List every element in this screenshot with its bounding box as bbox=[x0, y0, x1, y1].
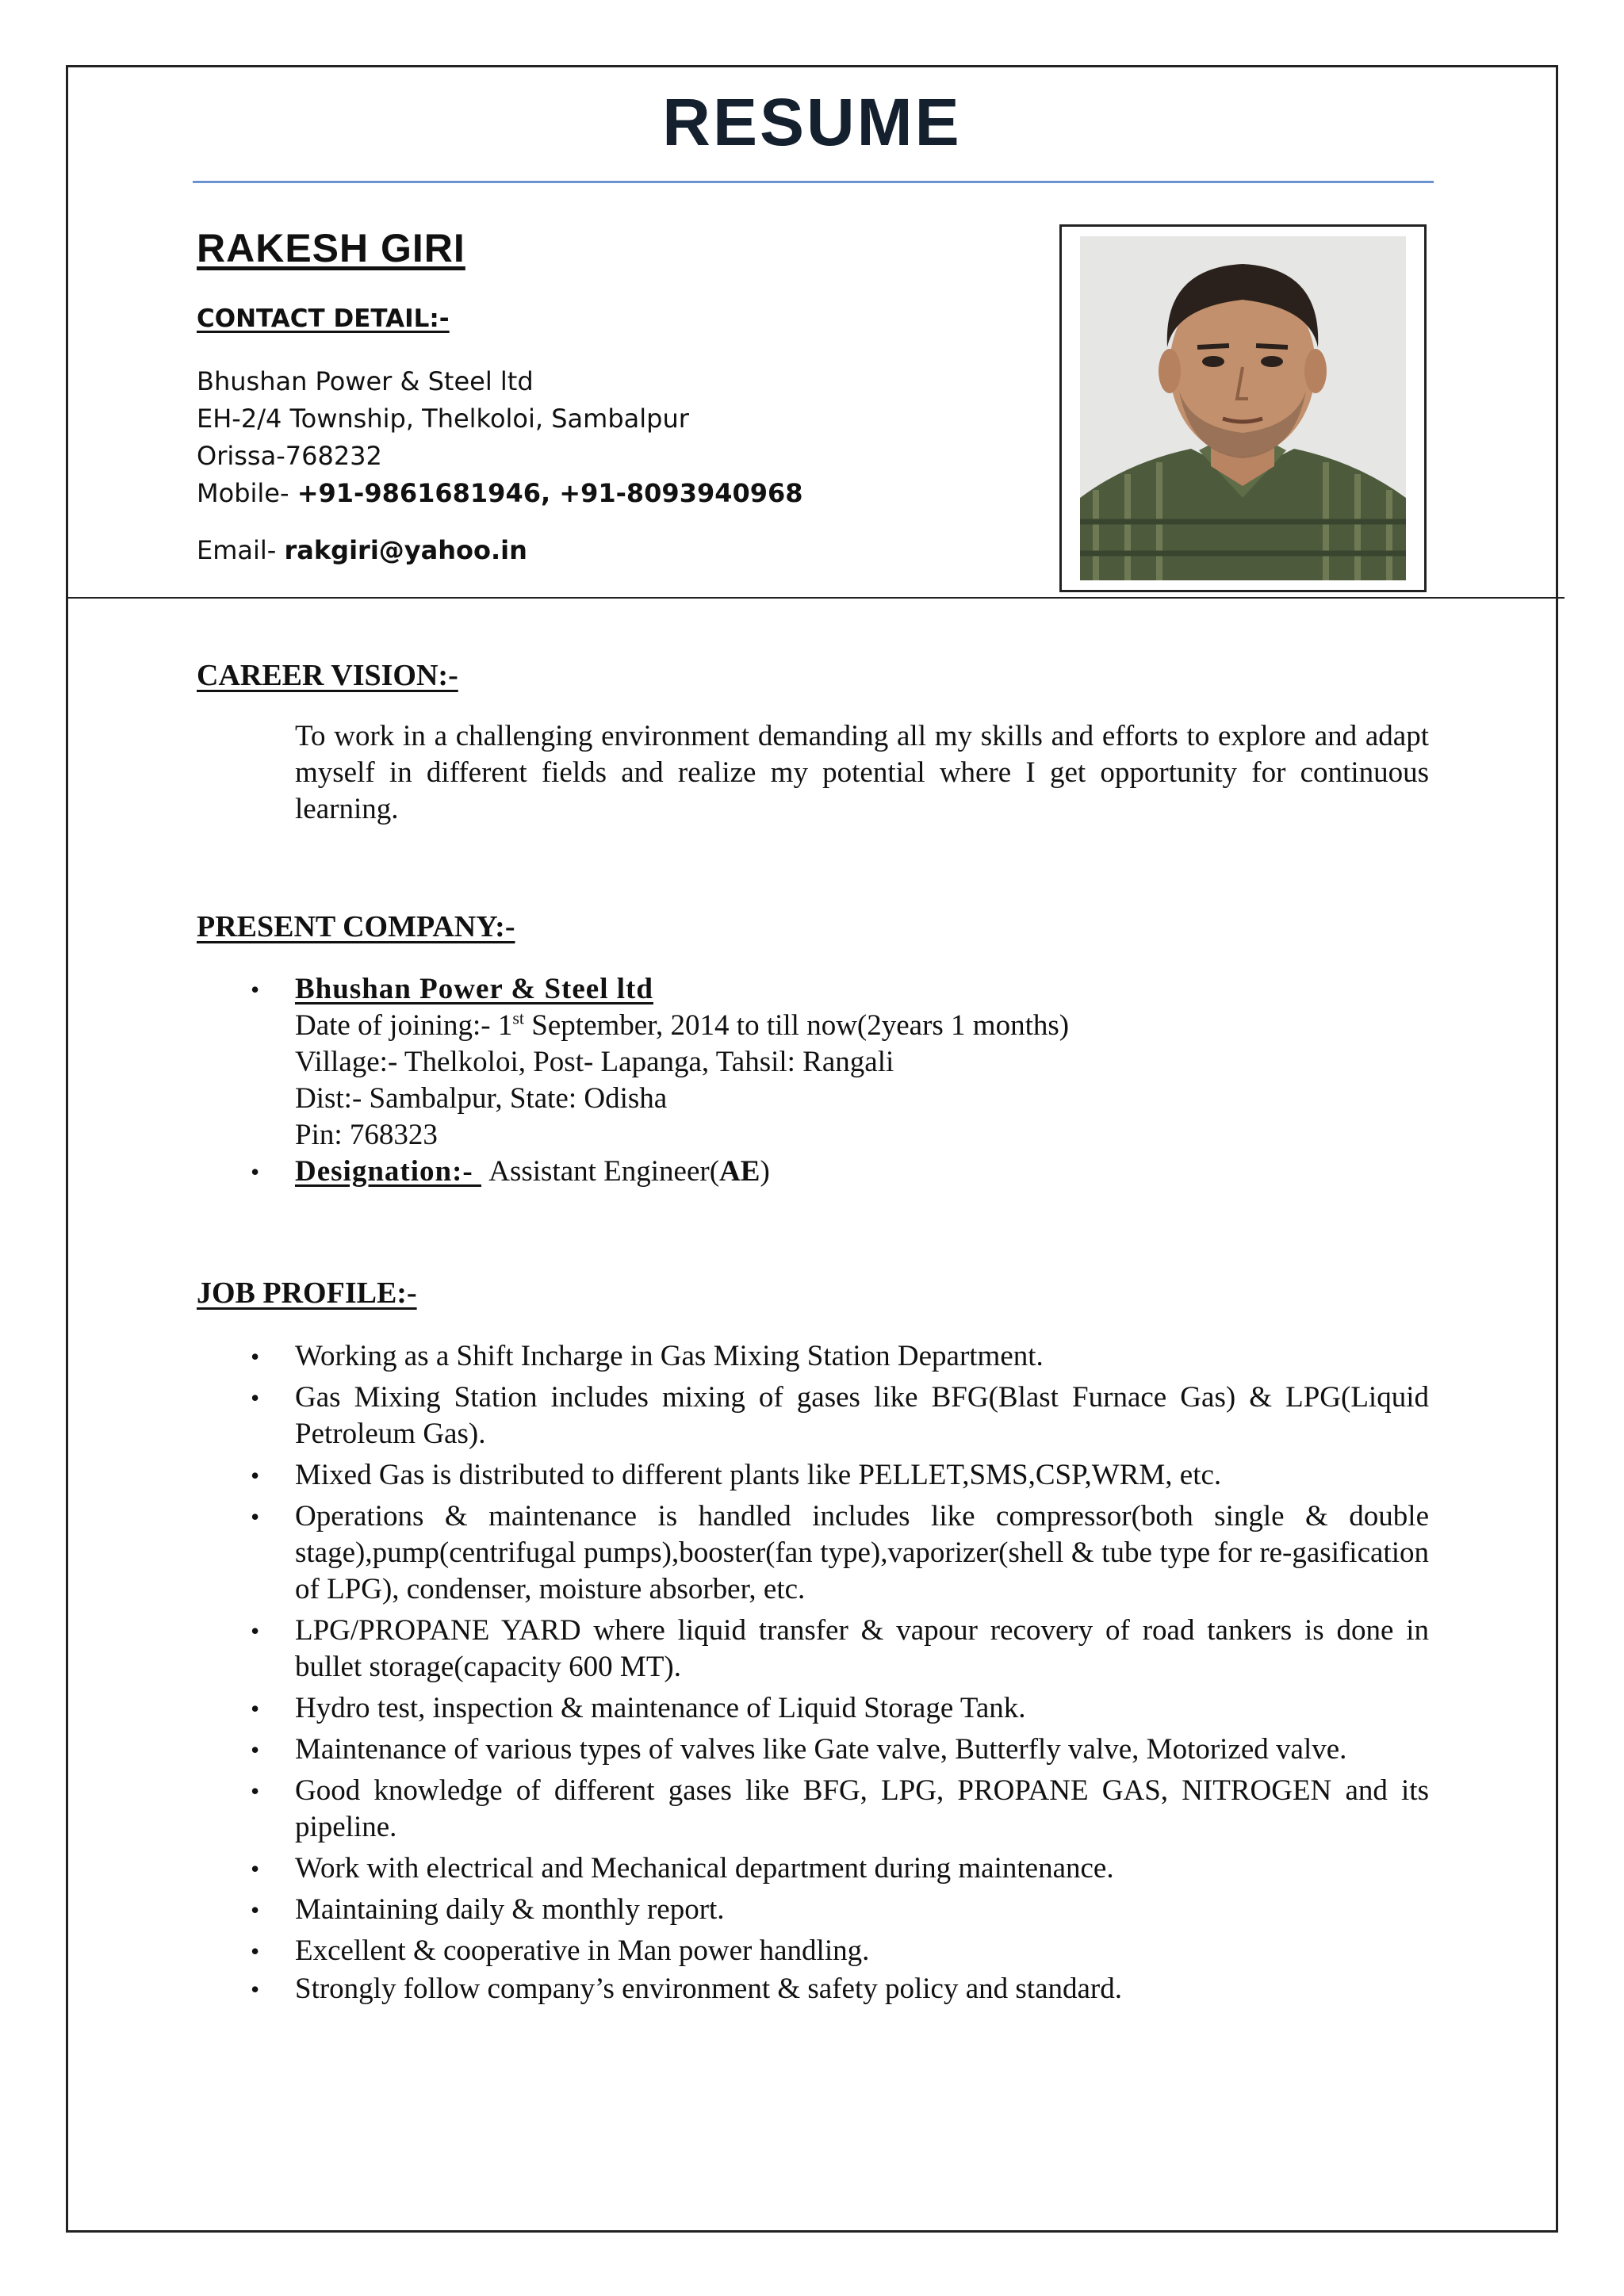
job-item-text: Hydro test, inspection & maintenance of Liquid Storage Tank. bbox=[295, 1692, 1026, 1724]
designation-label: Designation:- bbox=[295, 1155, 481, 1188]
joining-prefix: Date of joining:- 1 bbox=[295, 1009, 513, 1042]
bullet-icon: • bbox=[251, 1158, 260, 1186]
job-item bbox=[251, 1380, 1429, 1452]
designation-value: Assistant Engineer( bbox=[488, 1155, 720, 1188]
contact-line: Orissa-768232 bbox=[197, 441, 382, 471]
bullet-icon: • bbox=[251, 1461, 260, 1490]
title-underline bbox=[193, 181, 1434, 183]
company-name: Bhushan Power & Steel ltd bbox=[295, 973, 653, 1005]
job-item bbox=[251, 1338, 1429, 1375]
bullet-icon: • bbox=[251, 1777, 260, 1805]
profile-photo bbox=[1080, 236, 1406, 580]
job-item-text: Operations & maintenance is handled includes like compressor(both single & double stage),pump(centrifugal pumps),booster(fan type),vaporizer(shell & tube type for re-gasification of LPG), condenser, moisture absorber, etc. bbox=[295, 1500, 1429, 1605]
job-item bbox=[251, 1498, 1429, 1608]
bullet-icon: • bbox=[251, 1342, 260, 1371]
company-item bbox=[251, 971, 1429, 1154]
header-divider bbox=[66, 597, 1565, 599]
mobile-line bbox=[197, 475, 803, 512]
email-label: Email- bbox=[197, 535, 285, 565]
job-item-text: Work with electrical and Mechanical department during maintenance. bbox=[295, 1852, 1114, 1885]
job-profile-list bbox=[251, 1338, 1429, 2007]
company-village: Village:- Thelkoloi, Post- Lapanga, Tahsil: Rangali bbox=[295, 1046, 894, 1078]
designation-close: ) bbox=[760, 1155, 770, 1188]
job-item bbox=[251, 1933, 1429, 1969]
bullet-icon: • bbox=[251, 1735, 260, 1764]
bullet-icon: • bbox=[251, 1502, 260, 1531]
contact-line: Bhushan Power & Steel ltd bbox=[197, 366, 534, 396]
bullet-icon: • bbox=[251, 1694, 260, 1723]
job-item-text: Good knowledge of different gases like BFG, LPG, PROPANE GAS, NITROGEN and its pipeline. bbox=[295, 1774, 1429, 1843]
job-item bbox=[251, 1732, 1429, 1768]
job-profile-heading: JOB PROFILE:- bbox=[197, 1276, 417, 1310]
joining-suffix: September, 2014 to till now(2years 1 months) bbox=[524, 1009, 1070, 1042]
bullet-icon: • bbox=[251, 1383, 260, 1412]
job-item bbox=[251, 1773, 1429, 1846]
present-company-list bbox=[251, 971, 1429, 1190]
designation-abbr: AE bbox=[719, 1155, 760, 1188]
joining-superscript: st bbox=[512, 1008, 525, 1028]
email-line bbox=[197, 535, 527, 565]
job-item bbox=[251, 1892, 1429, 1928]
contact-heading: CONTACT DETAIL:- bbox=[197, 304, 450, 333]
job-item-text: Maintenance of various types of valves like Gate valve, Butterfly valve, Motorized valve. bbox=[295, 1733, 1347, 1766]
job-item bbox=[251, 1850, 1429, 1887]
bullet-icon: • bbox=[251, 975, 260, 1004]
email-value: rakgiri@yahoo.in bbox=[284, 535, 527, 565]
bullet-icon: • bbox=[251, 1617, 260, 1645]
career-vision-text: To work in a challenging environment demanding all my skills and efforts to explore and adapt myself in different fields and realize my potential where I get opportunity for continuous learning. bbox=[295, 720, 1429, 825]
bullet-icon: • bbox=[251, 1937, 260, 1965]
company-pin: Pin: 768323 bbox=[295, 1119, 438, 1151]
designation-item bbox=[251, 1154, 1429, 1190]
joining-date bbox=[295, 1008, 1429, 1044]
profile-photo-frame bbox=[1059, 224, 1427, 592]
job-item bbox=[251, 1613, 1429, 1686]
job-item-text: LPG/PROPANE YARD where liquid transfer & vapour recovery of road tankers is done in bullet storage(capacity 600 MT). bbox=[295, 1614, 1429, 1683]
company-district: Dist:- Sambalpur, State: Odisha bbox=[295, 1082, 668, 1115]
contact-address bbox=[197, 363, 803, 512]
mobile-value: +91-9861681946, +91-8093940968 bbox=[297, 478, 803, 508]
job-item-text: Mixed Gas is distributed to different plants like PELLET,SMS,CSP,WRM, etc. bbox=[295, 1459, 1222, 1491]
job-item bbox=[251, 1971, 1429, 2007]
mobile-label: Mobile- bbox=[197, 478, 297, 508]
job-item-text: Working as a Shift Incharge in Gas Mixing Station Department. bbox=[295, 1340, 1044, 1372]
job-item bbox=[251, 1457, 1429, 1494]
bullet-icon: • bbox=[251, 1896, 260, 1924]
job-item-text: Strongly follow company’s environment & safety policy and standard. bbox=[295, 1973, 1122, 2005]
present-company-heading: PRESENT COMPANY:- bbox=[197, 910, 515, 943]
job-item-text: Gas Mixing Station includes mixing of gases like BFG(Blast Furnace Gas) & LPG(Liquid Petroleum Gas). bbox=[295, 1381, 1429, 1450]
bullet-icon: • bbox=[251, 1854, 260, 1883]
contact-line: EH-2/4 Township, Thelkoloi, Sambalpur bbox=[197, 404, 689, 434]
job-item-text: Excellent & cooperative in Man power handling. bbox=[295, 1934, 870, 1967]
bullet-icon: • bbox=[251, 1975, 260, 2003]
document-title: RESUME bbox=[662, 85, 962, 159]
career-vision-heading: CAREER VISION:- bbox=[197, 659, 458, 692]
job-item bbox=[251, 1690, 1429, 1727]
job-item-text: Maintaining daily & monthly report. bbox=[295, 1893, 725, 1926]
candidate-name: RAKESH GIRI bbox=[197, 226, 465, 270]
